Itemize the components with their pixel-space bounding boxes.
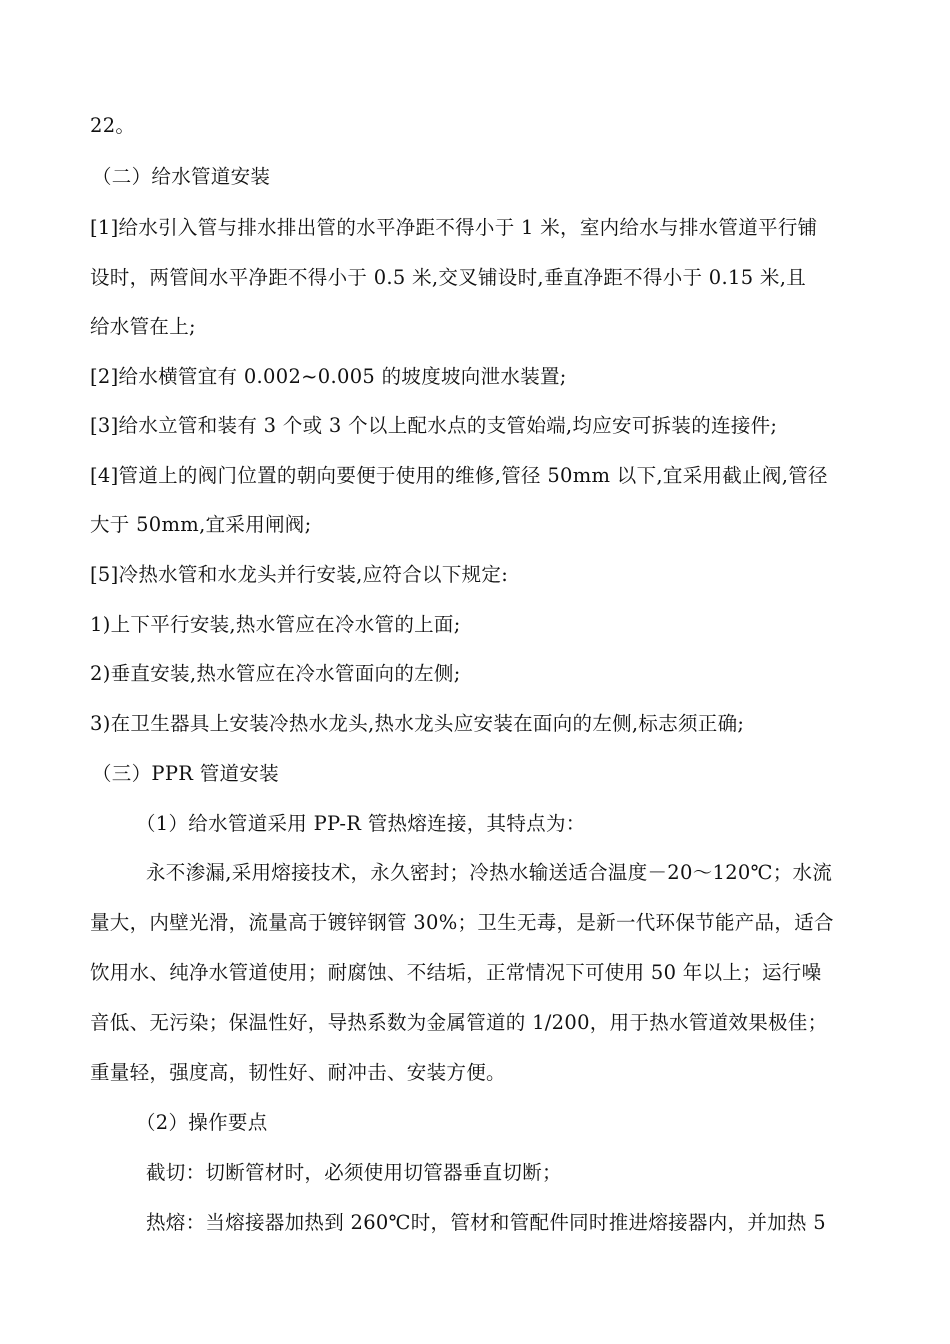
text-line: [4]管道上的阀门位置的朝向要便于使用的维修,管径 50mm 以下,宜采用截止阀,管径 xyxy=(90,464,828,487)
section-heading: （三）PPR 管道安装 xyxy=(92,762,279,785)
text-line: 给水管在上; xyxy=(90,315,196,338)
text-line: 2)垂直安装,热水管应在冷水管面向的左侧; xyxy=(90,662,461,685)
text-line: 音低、无污染；保温性好，导热系数为金属管道的 1/200，用于热水管道效果极佳； xyxy=(90,1011,828,1034)
text-line: [2]给水横管宜有 0.002~0.005 的坡度坡向泄水装置; xyxy=(90,365,567,388)
text-line: 永不渗漏,采用熔接技术，永久密封；冷热水输送适合温度－20～120℃；水流 xyxy=(146,861,833,884)
section-heading: （二）给水管道安装 xyxy=(92,165,271,188)
subsection-heading: （2）操作要点 xyxy=(136,1111,268,1134)
subsection-heading: （1）给水管道采用 PP-R 管热熔连接，其特点为： xyxy=(136,812,586,835)
text-line: 量大，内壁光滑，流量高于镀锌钢管 30%；卫生无毒，是新一代环保节能产品，适合 xyxy=(90,911,834,934)
text-line: 重量轻，强度高，韧性好、耐冲击、安装方便。 xyxy=(90,1061,506,1084)
text-line: 饮用水、纯净水管道使用；耐腐蚀、不结垢，正常情况下可使用 50 年以上；运行噪 xyxy=(90,961,822,984)
text-line: 1)上下平行安装,热水管应在冷水管的上面; xyxy=(90,613,461,636)
text-line: 热熔：当熔接器加热到 260℃时，管材和管配件同时推进熔接器内，并加热 5 xyxy=(146,1211,826,1234)
text-line: 3)在卫生器具上安装冷热水龙头,热水龙头应安装在面向的左侧,标志须正确; xyxy=(90,712,745,735)
text-line: 设时，两管间水平净距不得小于 0.5 米,交叉铺设时,垂直净距不得小于 0.15 米,且 xyxy=(90,266,807,289)
text-line: [5]冷热水管和水龙头并行安装,应符合以下规定: xyxy=(90,563,509,586)
text-line: 22。 xyxy=(90,114,136,137)
text-line: 大于 50mm,宜采用闸阀; xyxy=(90,513,312,536)
text-line: 截切：切断管材时，必须使用切管器垂直切断； xyxy=(146,1161,562,1184)
text-line: [1]给水引入管与排水排出管的水平净距不得小于 1 米，室内给水与排水管道平行铺 xyxy=(90,216,818,239)
text-line: [3]给水立管和装有 3 个或 3 个以上配水点的支管始端,均应安可拆装的连接件; xyxy=(90,414,778,437)
